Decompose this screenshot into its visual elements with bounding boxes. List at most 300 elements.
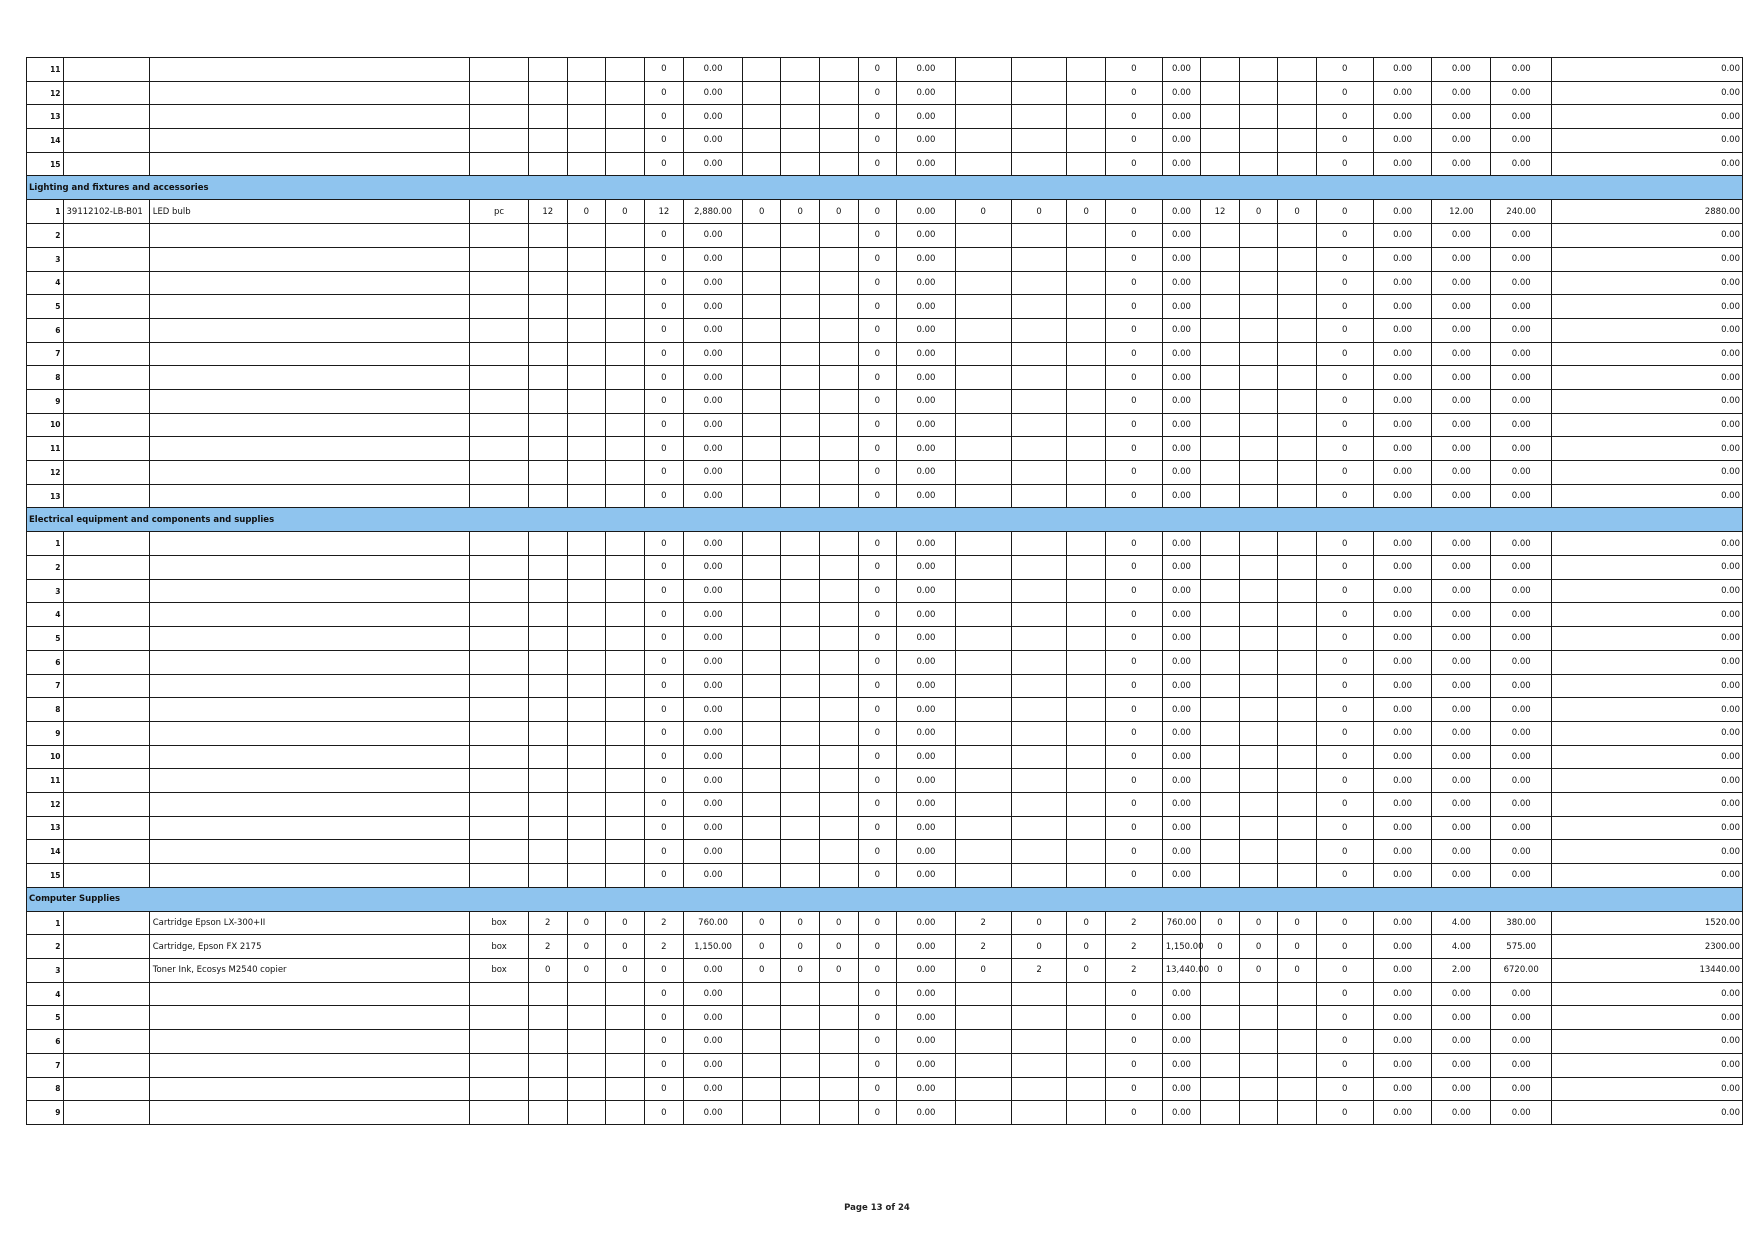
table-cell xyxy=(1011,271,1067,295)
table-cell xyxy=(606,295,645,319)
table-cell: 0 xyxy=(606,200,645,224)
table-row xyxy=(27,674,1743,698)
table-cell xyxy=(606,556,645,580)
table-cell: 0 xyxy=(1105,271,1162,295)
table-cell: 0.00 xyxy=(684,816,743,840)
table-cell xyxy=(606,650,645,674)
table-cell: 0 xyxy=(1105,1030,1162,1054)
table-cell: 0 xyxy=(644,556,684,580)
table-cell xyxy=(820,247,859,271)
table-cell xyxy=(742,484,781,508)
table-cell: 0 xyxy=(1105,1053,1162,1077)
table-cell xyxy=(567,579,606,603)
table-cell: 0 xyxy=(1316,1077,1373,1101)
table-cell: 0.00 xyxy=(1432,792,1491,816)
table-cell: 0 xyxy=(1105,982,1162,1006)
table-cell: 2 xyxy=(528,935,567,959)
table-cell xyxy=(1067,1053,1106,1077)
table-cell xyxy=(470,1077,529,1101)
table-cell xyxy=(820,556,859,580)
row-number: 6 xyxy=(27,1030,64,1054)
table-cell: 0 xyxy=(858,484,897,508)
table-cell xyxy=(470,650,529,674)
table-cell xyxy=(820,1077,859,1101)
table-cell xyxy=(149,816,469,840)
table-cell xyxy=(528,982,567,1006)
table-cell xyxy=(742,1030,781,1054)
table-cell: 0 xyxy=(644,484,684,508)
table-cell: 0.00 xyxy=(684,224,743,248)
table-cell: 4.00 xyxy=(1432,911,1491,935)
row-number: 14 xyxy=(27,129,64,153)
table-cell xyxy=(149,81,469,105)
table-cell: 0 xyxy=(1105,129,1162,153)
table-cell xyxy=(1278,627,1317,651)
table-cell xyxy=(955,579,1011,603)
table-cell: 0 xyxy=(820,911,859,935)
row-number: 1 xyxy=(27,532,64,556)
table-cell xyxy=(470,816,529,840)
table-cell: 0.00 xyxy=(897,864,956,888)
table-cell xyxy=(1067,152,1106,176)
table-cell xyxy=(470,366,529,390)
table-cell xyxy=(1067,816,1106,840)
table-cell: 0 xyxy=(1316,982,1373,1006)
table-row xyxy=(27,437,1743,461)
table-cell: 0.00 xyxy=(684,840,743,864)
row-number: 6 xyxy=(27,318,64,342)
table-cell: 0.00 xyxy=(684,461,743,485)
table-cell: 0.00 xyxy=(684,295,743,319)
inventory-table xyxy=(26,57,1743,1125)
table-cell: 0 xyxy=(1105,532,1162,556)
table-cell: 0 xyxy=(858,413,897,437)
table-cell: 0.00 xyxy=(897,461,956,485)
row-number: 12 xyxy=(27,461,64,485)
table-cell xyxy=(606,816,645,840)
table-cell xyxy=(567,366,606,390)
table-cell: 0 xyxy=(1105,627,1162,651)
table-cell: 0.00 xyxy=(1373,792,1432,816)
table-cell xyxy=(1239,650,1278,674)
table-cell xyxy=(567,745,606,769)
table-cell xyxy=(742,627,781,651)
table-cell xyxy=(1011,982,1067,1006)
table-cell xyxy=(528,129,567,153)
table-cell xyxy=(470,1101,529,1125)
table-cell xyxy=(1067,81,1106,105)
table-cell xyxy=(1067,579,1106,603)
table-cell: 0.00 xyxy=(684,698,743,722)
table-cell: 0.00 xyxy=(1162,816,1201,840)
table-cell xyxy=(606,674,645,698)
table-cell: 0 xyxy=(1316,129,1373,153)
table-cell: 0.00 xyxy=(1373,769,1432,793)
table-cell xyxy=(1239,1006,1278,1030)
table-cell: 0.00 xyxy=(1432,318,1491,342)
table-cell xyxy=(567,437,606,461)
table-cell xyxy=(470,603,529,627)
table-cell: 0.00 xyxy=(1162,1053,1201,1077)
table-cell: 0 xyxy=(1105,484,1162,508)
table-cell xyxy=(781,295,820,319)
table-cell: 0.00 xyxy=(1162,532,1201,556)
table-cell xyxy=(567,769,606,793)
table-cell xyxy=(1239,105,1278,129)
table-cell: 2 xyxy=(955,911,1011,935)
table-cell: 0.00 xyxy=(1491,792,1552,816)
table-row xyxy=(27,532,1743,556)
table-cell: 0 xyxy=(1067,200,1106,224)
table-cell: 0.00 xyxy=(684,1077,743,1101)
table-cell: 0.00 xyxy=(1162,247,1201,271)
table-cell xyxy=(470,674,529,698)
table-cell: 0.00 xyxy=(1162,484,1201,508)
table-cell xyxy=(528,627,567,651)
table-cell xyxy=(567,1006,606,1030)
table-cell xyxy=(606,982,645,1006)
table-cell xyxy=(1201,81,1240,105)
table-row xyxy=(27,745,1743,769)
table-cell: 0.00 xyxy=(1373,1053,1432,1077)
row-number: 4 xyxy=(27,271,64,295)
table-cell: 0 xyxy=(644,603,684,627)
table-row xyxy=(27,603,1743,627)
table-cell: 0.00 xyxy=(1491,247,1552,271)
table-cell: pc xyxy=(470,200,529,224)
table-cell xyxy=(606,698,645,722)
table-cell: 0.00 xyxy=(897,129,956,153)
table-row xyxy=(27,579,1743,603)
page-number: Page 13 of 24 xyxy=(844,1203,910,1213)
table-cell: 0.00 xyxy=(897,911,956,935)
table-cell xyxy=(528,579,567,603)
table-cell xyxy=(63,389,149,413)
table-cell xyxy=(606,603,645,627)
table-cell: 0 xyxy=(644,721,684,745)
table-cell: 12 xyxy=(1201,200,1240,224)
table-cell xyxy=(470,556,529,580)
table-cell: 0.00 xyxy=(1552,532,1743,556)
table-cell: 0 xyxy=(1105,224,1162,248)
table-cell xyxy=(820,413,859,437)
inventory-sheet xyxy=(26,57,1743,1125)
table-cell xyxy=(528,532,567,556)
table-cell: 0.00 xyxy=(1432,389,1491,413)
table-cell: 0 xyxy=(1316,532,1373,556)
table-cell xyxy=(742,318,781,342)
table-cell xyxy=(955,816,1011,840)
table-cell xyxy=(567,721,606,745)
table-cell xyxy=(1239,247,1278,271)
table-cell: 0.00 xyxy=(1491,318,1552,342)
table-cell xyxy=(781,864,820,888)
table-cell: 0.00 xyxy=(1552,318,1743,342)
table-cell: 0.00 xyxy=(1432,982,1491,1006)
table-cell xyxy=(742,413,781,437)
table-cell xyxy=(63,152,149,176)
table-cell xyxy=(63,579,149,603)
row-number: 13 xyxy=(27,484,64,508)
section-header-row xyxy=(27,887,1743,911)
table-cell xyxy=(149,1053,469,1077)
table-cell xyxy=(470,105,529,129)
table-cell xyxy=(1239,864,1278,888)
table-cell xyxy=(781,129,820,153)
table-cell: 0 xyxy=(1105,105,1162,129)
table-cell: 0.00 xyxy=(1162,105,1201,129)
table-cell xyxy=(820,603,859,627)
table-cell: 0.00 xyxy=(1373,389,1432,413)
table-cell: 0.00 xyxy=(1162,224,1201,248)
table-cell xyxy=(781,674,820,698)
table-cell xyxy=(742,58,781,82)
table-cell: 0 xyxy=(1105,461,1162,485)
table-cell xyxy=(1067,769,1106,793)
table-cell xyxy=(63,745,149,769)
table-cell xyxy=(820,152,859,176)
table-cell: 0.00 xyxy=(1491,745,1552,769)
table-cell xyxy=(781,816,820,840)
table-cell: 0 xyxy=(644,698,684,722)
table-cell: 0 xyxy=(1105,721,1162,745)
table-cell xyxy=(63,911,149,935)
table-cell: 0 xyxy=(1316,959,1373,983)
table-cell xyxy=(1278,816,1317,840)
table-cell xyxy=(1011,105,1067,129)
table-cell xyxy=(528,413,567,437)
table-cell xyxy=(528,318,567,342)
table-cell xyxy=(955,484,1011,508)
table-cell: 0.00 xyxy=(1432,342,1491,366)
table-cell xyxy=(781,105,820,129)
table-cell xyxy=(742,152,781,176)
table-cell xyxy=(1201,271,1240,295)
table-cell: 0 xyxy=(1105,318,1162,342)
table-cell: 0.00 xyxy=(1491,105,1552,129)
table-cell xyxy=(781,745,820,769)
table-cell: 0 xyxy=(1201,935,1240,959)
table-cell: 0.00 xyxy=(1552,698,1743,722)
table-cell xyxy=(470,129,529,153)
table-cell: 0.00 xyxy=(1552,745,1743,769)
table-cell xyxy=(528,1077,567,1101)
table-cell xyxy=(955,650,1011,674)
table-cell: 39112102-LB-B01 xyxy=(63,200,149,224)
table-cell: 0 xyxy=(858,745,897,769)
table-cell: 0 xyxy=(644,461,684,485)
table-cell xyxy=(1011,698,1067,722)
table-cell: 0.00 xyxy=(1162,81,1201,105)
table-cell: 0.00 xyxy=(1162,366,1201,390)
table-cell xyxy=(63,105,149,129)
row-number: 8 xyxy=(27,366,64,390)
table-cell: 13,440.00 xyxy=(1162,959,1201,983)
table-cell xyxy=(606,484,645,508)
table-cell xyxy=(1278,532,1317,556)
table-cell: 4.00 xyxy=(1432,935,1491,959)
table-cell: 0 xyxy=(567,935,606,959)
table-cell xyxy=(1278,792,1317,816)
table-cell: 0 xyxy=(1316,58,1373,82)
table-cell: 2,880.00 xyxy=(684,200,743,224)
table-cell: 0 xyxy=(858,271,897,295)
table-cell xyxy=(955,745,1011,769)
table-cell xyxy=(606,389,645,413)
table-cell: 0 xyxy=(1105,1006,1162,1030)
table-cell: 0.00 xyxy=(1162,461,1201,485)
table-cell xyxy=(1201,224,1240,248)
table-cell xyxy=(1201,461,1240,485)
table-cell xyxy=(63,556,149,580)
table-cell xyxy=(1201,152,1240,176)
table-cell xyxy=(781,603,820,627)
table-cell xyxy=(470,224,529,248)
table-cell xyxy=(820,437,859,461)
table-cell: 0.00 xyxy=(1162,603,1201,627)
table-cell xyxy=(1011,650,1067,674)
table-cell: box xyxy=(470,959,529,983)
table-cell: 0.00 xyxy=(1162,698,1201,722)
table-cell xyxy=(567,1053,606,1077)
table-cell: 0.00 xyxy=(1491,81,1552,105)
table-cell: 0.00 xyxy=(1373,437,1432,461)
row-number: 10 xyxy=(27,413,64,437)
table-cell: 0 xyxy=(644,318,684,342)
row-number: 11 xyxy=(27,58,64,82)
table-cell xyxy=(955,437,1011,461)
table-cell xyxy=(781,342,820,366)
table-cell xyxy=(820,1006,859,1030)
table-cell xyxy=(606,532,645,556)
table-cell: 0.00 xyxy=(1373,81,1432,105)
row-number: 14 xyxy=(27,840,64,864)
table-cell: 0 xyxy=(1316,911,1373,935)
table-cell: 0.00 xyxy=(897,792,956,816)
table-cell xyxy=(781,224,820,248)
table-cell: 0.00 xyxy=(897,603,956,627)
table-cell xyxy=(528,792,567,816)
table-cell: 0.00 xyxy=(1373,982,1432,1006)
table-cell: 0.00 xyxy=(1373,318,1432,342)
table-cell xyxy=(528,105,567,129)
table-cell xyxy=(149,650,469,674)
table-cell: 1520.00 xyxy=(1552,911,1743,935)
table-cell: 0 xyxy=(1105,650,1162,674)
table-cell: 0.00 xyxy=(1432,603,1491,627)
table-cell: 0 xyxy=(742,911,781,935)
table-cell: 0 xyxy=(1316,816,1373,840)
table-cell: 0.00 xyxy=(1552,342,1743,366)
table-row xyxy=(27,1006,1743,1030)
table-cell: 0.00 xyxy=(897,579,956,603)
table-cell xyxy=(1067,461,1106,485)
table-cell xyxy=(820,389,859,413)
table-cell xyxy=(781,579,820,603)
table-cell xyxy=(1201,366,1240,390)
table-cell xyxy=(470,627,529,651)
table-cell xyxy=(742,389,781,413)
table-cell: 0.00 xyxy=(684,437,743,461)
table-cell: 0 xyxy=(1011,911,1067,935)
table-cell: 0.00 xyxy=(1552,650,1743,674)
table-cell xyxy=(63,840,149,864)
table-cell: 0 xyxy=(955,200,1011,224)
table-cell xyxy=(1201,1006,1240,1030)
table-cell: 0.00 xyxy=(1552,1006,1743,1030)
table-cell xyxy=(470,698,529,722)
table-cell xyxy=(1011,1006,1067,1030)
table-cell: 0.00 xyxy=(1373,152,1432,176)
table-cell xyxy=(63,603,149,627)
table-cell: 0 xyxy=(820,200,859,224)
table-cell: 0 xyxy=(1316,484,1373,508)
table-cell: 0 xyxy=(1316,745,1373,769)
table-cell xyxy=(1201,318,1240,342)
table-row xyxy=(27,627,1743,651)
table-cell: 0 xyxy=(1105,366,1162,390)
row-number: 9 xyxy=(27,1101,64,1125)
table-cell xyxy=(955,366,1011,390)
table-cell: 0.00 xyxy=(1491,461,1552,485)
table-cell xyxy=(63,674,149,698)
table-cell xyxy=(1067,1077,1106,1101)
table-cell xyxy=(567,152,606,176)
table-cell xyxy=(1011,318,1067,342)
table-cell xyxy=(742,437,781,461)
table-cell xyxy=(1278,1030,1317,1054)
table-cell: 0 xyxy=(1105,152,1162,176)
table-cell xyxy=(1201,674,1240,698)
section-header-row xyxy=(27,176,1743,200)
table-cell: 0.00 xyxy=(1373,556,1432,580)
table-cell xyxy=(528,152,567,176)
table-cell xyxy=(528,698,567,722)
table-cell xyxy=(1011,745,1067,769)
table-cell: 0 xyxy=(1316,1006,1373,1030)
row-number: 13 xyxy=(27,105,64,129)
table-cell: 0 xyxy=(858,532,897,556)
table-cell xyxy=(1011,840,1067,864)
table-cell xyxy=(1201,105,1240,129)
table-cell xyxy=(1011,792,1067,816)
table-cell xyxy=(149,342,469,366)
table-cell xyxy=(567,484,606,508)
table-cell: 0 xyxy=(1105,1077,1162,1101)
table-cell xyxy=(1201,295,1240,319)
table-cell xyxy=(1278,105,1317,129)
table-cell: 0.00 xyxy=(1491,674,1552,698)
table-cell: 0 xyxy=(858,935,897,959)
table-cell: 0 xyxy=(858,982,897,1006)
table-cell: 0.00 xyxy=(1432,1101,1491,1125)
table-cell: 0.00 xyxy=(1432,1053,1491,1077)
table-cell xyxy=(606,1030,645,1054)
table-cell xyxy=(1067,224,1106,248)
table-cell: 0 xyxy=(1105,437,1162,461)
table-cell xyxy=(63,366,149,390)
table-cell xyxy=(1011,627,1067,651)
table-cell: 0 xyxy=(644,864,684,888)
table-cell xyxy=(1201,556,1240,580)
table-cell xyxy=(1067,721,1106,745)
table-cell: 0 xyxy=(1316,413,1373,437)
table-cell xyxy=(1278,342,1317,366)
table-cell: 6720.00 xyxy=(1491,959,1552,983)
table-cell: 0.00 xyxy=(1373,200,1432,224)
table-cell xyxy=(1239,1053,1278,1077)
table-cell: 0 xyxy=(1067,935,1106,959)
